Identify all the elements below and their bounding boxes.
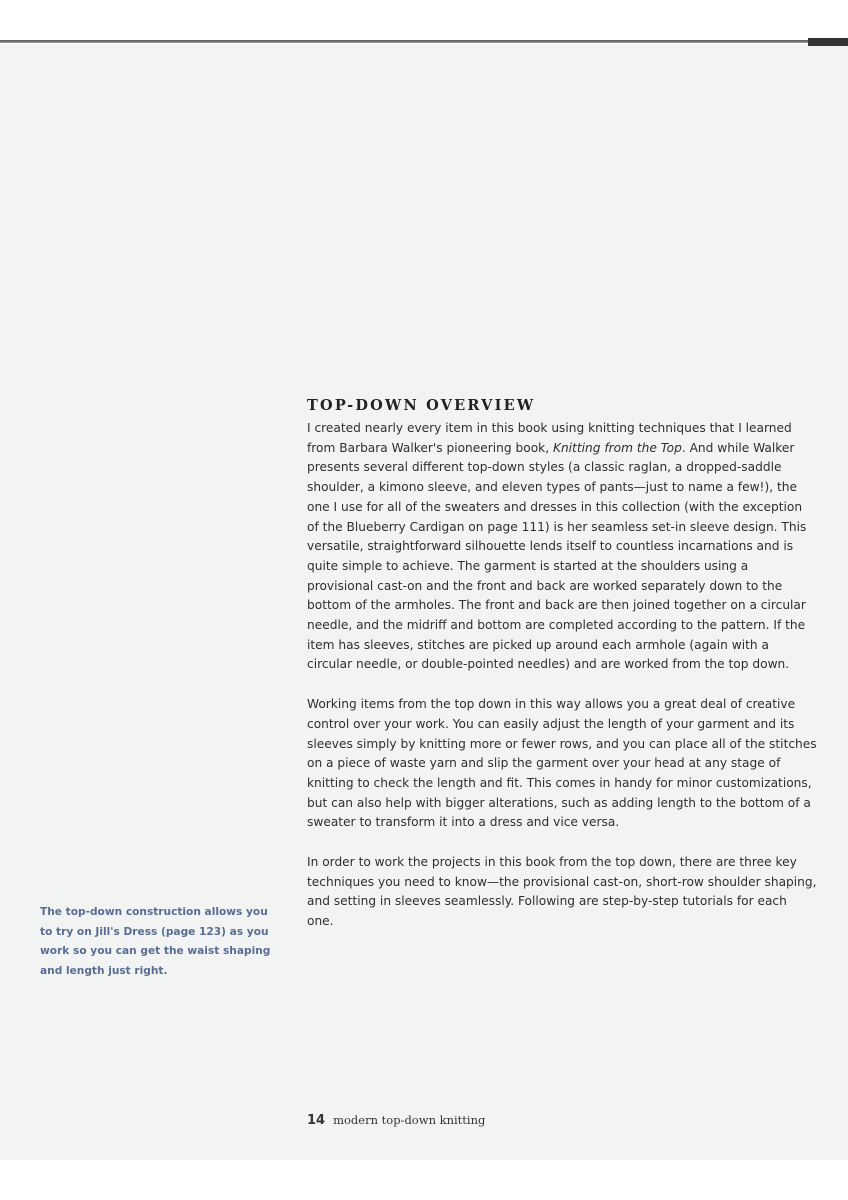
page-number: 14: [307, 1113, 326, 1128]
page-footer: [307, 1113, 485, 1128]
scan-bottom-margin: [0, 1160, 848, 1200]
paragraph-3: In order to work the projects in this book from the top down, there are three key techniques you need to know—the provisional cast-on, short-row shoulder shaping, and setting in sleeves seamlessly. Following are step-by-step tutorials for each one.: [307, 855, 817, 929]
paragraph-1-start: I created nearly every item in this book using knitting techniques that I learned from Barbara Walker's pioneering book,: [307, 421, 792, 455]
sidebar-caption: The top-down construction allows you to try on Jill's Dress (page 123) as you work so you can get the waist shaping and length just right.: [40, 906, 271, 977]
book-title-reference: Knitting from the Top: [552, 440, 682, 455]
scan-edge-shadow: [808, 38, 848, 46]
running-title: modern top-down knitting: [333, 1113, 486, 1127]
paragraph-2: Working items from the top down in this way allows you a great deal of creative control over your work. You can easily adjust the length of your garment and its sleeves simply by knitting more or fewer rows, and you can place all of the stitches on a piece of waste yarn and slip the garment over your head at any stage of knitting to check the length and fit. This comes in handy for minor customizations, but can also help with bigger alterations, such as adding length to the bottom of a sweater to transform it into a dress and vice versa.: [307, 697, 817, 830]
scan-edge-line: [0, 40, 848, 43]
paragraph-1-end: . And while Walker presents several different top-down styles (a classic raglan, a dropped-saddle shoulder, a kimono sleeve, and eleven types of pants—just to name a few!), the one I use for all of the sweaters and dresses in this collection (with the exception of the Blueberry Cardigan on page 111) is her seamless set-in sleeve design. This versatile, straightforward silhouette lends itself to countless incarnations and is quite simple to achieve. The garment is started at the shoulders using a provisional cast-on and the front and back are worked separately down to the bottom of the armholes. The front and back are then joined together on a circular needle, and the midriff and bottom are completed according to the pattern. If the item has sleeves, stitches are picked up around each armhole (again with a circular needle, or double-pointed needles) and are worked from the top down.: [307, 440, 807, 672]
body-text: [307, 419, 817, 952]
scan-top-margin: [0, 0, 848, 44]
paragraph-1: [307, 419, 817, 675]
section-title: TOP-DOWN OVERVIEW: [307, 397, 536, 414]
